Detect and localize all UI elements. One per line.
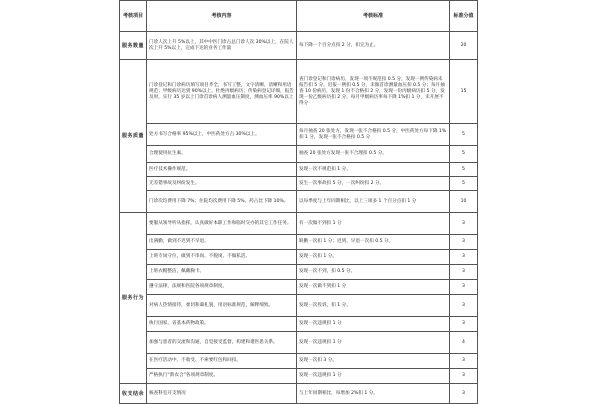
score-cell: 5 <box>450 177 478 191</box>
table-row <box>120 250 478 265</box>
content-cell: 对病人热情接待，柔切和蔼礼貌，用语标准规范，解释细致。 <box>147 295 297 317</box>
content-cell: 上班专岗守位，做到不串岗、不脱岗，不做私活。 <box>147 250 297 265</box>
score-cell: 3 <box>450 280 478 295</box>
score-cell: 15 <box>450 60 478 124</box>
table-row <box>120 354 478 369</box>
table-row <box>120 295 478 317</box>
content-cell: 执行国家，省基本药物政策。 <box>147 317 297 332</box>
table-row <box>120 280 478 295</box>
standard-cell: 发现一次不到，扣 0.5 分。 <box>297 265 450 280</box>
standard-cell: 发生一次事故扣 5 分，一次纠纷扣 2 分。 <box>297 177 450 191</box>
score-cell: 4 <box>450 332 478 354</box>
content-cell: 门诊次均费用下降 7%；住院均次费用下降 5%，药占比下降 10%。 <box>147 191 297 213</box>
table-row <box>120 163 478 177</box>
score-cell: 3 <box>450 250 478 265</box>
score-cell: 3 <box>450 384 478 404</box>
score-cell: 3 <box>450 213 478 235</box>
score-cell: 5 <box>450 124 478 146</box>
header-row <box>120 1 478 32</box>
content-cell: 在医疗活动中，不收受、不索要红包和回扣。 <box>147 354 297 369</box>
content-cell: 门诊登记和门诊病历填写项目齐全，书写工整，文字清晰，清晰和用语规范；甲级病历达到 90%以上，杜绝丙级病历；传染病登记详细，报告及时，实行 35 岁以上门诊首诊病人测量血压制度，测血压率 90%以上 <box>147 60 297 124</box>
content-cell: 处方书写合格率 95%以上，中医药处方占 30%以上。 <box>147 124 297 146</box>
score-cell: 3 <box>450 265 478 280</box>
table-row <box>120 369 478 384</box>
standard-cell: 发现一次违规扣 1 分 <box>297 369 450 384</box>
table-row <box>120 60 478 124</box>
score-cell: 5 <box>450 146 478 163</box>
score-cell: 3 <box>450 235 478 250</box>
table-row <box>120 317 478 332</box>
standard-cell: 查门诊登记和门诊病历，发现一项不规范扣 0.5 分，发现一例传染病未报告扣 5 分，迟报一例扣 0.5 分，未做首诊测量血压扣 0.5 分；每月抽查 10 份病历，发现 1 份不合格扣 2 分，发现一份丙级病历扣 5 分，发现一份乙级病历扣 2 分，每月甲级病历率每下降 1%扣 1 分，未开展不得分 <box>297 60 450 124</box>
table-row <box>120 213 478 235</box>
standard-cell: 发现一次违规扣 1 分 <box>297 332 450 354</box>
table-row <box>120 177 478 191</box>
category-service-quantity: 服务数量 <box>120 32 147 60</box>
score-cell: 20 <box>450 32 478 60</box>
header-item: 考核项目 <box>120 1 147 32</box>
content-cell: 合理使用抗生素。 <box>147 146 297 163</box>
table-row <box>120 235 478 250</box>
standard-cell: 发现一次扣 1 分。 <box>297 250 450 265</box>
content-cell: 加强与患者的交流和沟通，自觉接受监督，构建和谐医患关系。 <box>147 332 297 354</box>
table-row <box>120 265 478 280</box>
header-standard: 考核标准 <box>297 1 450 32</box>
standard-cell: 抽查 20 张处方发现一张不合理扣 0.5 分。 <box>297 146 450 163</box>
score-cell: 3 <box>450 317 478 332</box>
standard-cell: 有一次做不到扣 1 分 <box>297 213 450 235</box>
content-cell: 严格执行“新农合”各项规章制度。 <box>147 369 297 384</box>
content-cell: 遵守法律，法规和医院各项规章制度。 <box>147 280 297 295</box>
standard-cell: 发现一次投诉，扣 1 分。 <box>297 295 450 317</box>
standard-cell: 每下降一个百分点扣 2 分，扣完为止。 <box>297 32 450 60</box>
assessment-table <box>119 0 478 404</box>
score-cell: 3 <box>450 295 478 317</box>
content-cell: 门诊人次上升 5%以上，其中中医门诊占总门诊人次 30%以上，在院人次上升 5%以上，完成下达的业务工作量 <box>147 32 297 60</box>
content-cell: 医疗技术操作规范。 <box>147 163 297 177</box>
header-content: 考核内容 <box>147 1 297 32</box>
table-row <box>120 384 478 404</box>
header-score: 标准分值 <box>450 1 478 32</box>
category-service-behavior: 服务行为 <box>120 213 147 384</box>
standard-cell: 发现一次做不到扣 1 分 <box>297 280 450 295</box>
score-cell: 3 <box>450 369 478 384</box>
score-cell: 10 <box>450 191 478 213</box>
table-row <box>120 332 478 354</box>
table-row <box>120 146 478 163</box>
content-cell: 上班衣帽整洁，佩戴胸卡。 <box>147 265 297 280</box>
standard-cell: 缺勤一次扣 1 分；迟到、早退一次扣 0.5 分。 <box>297 235 450 250</box>
standard-cell: 发现一次不规范扣 1 分。 <box>297 163 450 177</box>
table-row <box>120 32 478 60</box>
content-cell: 核查科室开支情况 <box>147 384 297 404</box>
standard-cell: 发现一次违规扣 1 分 <box>297 317 450 332</box>
content-cell: 要服从领导听从指挥，认真做好本职工作和临时交办的其它工作任务。 <box>147 213 297 235</box>
table-row <box>120 124 478 146</box>
category-balance: 收支结余 <box>120 384 147 404</box>
standard-cell: 发现一次扣 3 分。 <box>297 354 450 369</box>
score-cell: 3 <box>450 354 478 369</box>
standard-cell: 每月抽查 20 张处方，发现一张不合格扣 0.5 分，中医药处方每下降 1%扣 1 分，发现一张不合格扣 0.5 分 <box>297 124 450 146</box>
category-service-quality: 服务质量 <box>120 60 147 213</box>
content-cell: 无差错事故及纠纷发生。 <box>147 177 297 191</box>
standard-cell: 与上年同期相比，每增加 2%扣 1 分。 <box>297 384 450 404</box>
table-row <box>120 191 478 213</box>
score-cell: 5 <box>450 163 478 177</box>
content-cell: 出满勤，做到不迟到不早退。 <box>147 235 297 250</box>
standard-cell: 以每季度与上年同期相比，以上三项多 1 个百分点扣 1 分 <box>297 191 450 213</box>
